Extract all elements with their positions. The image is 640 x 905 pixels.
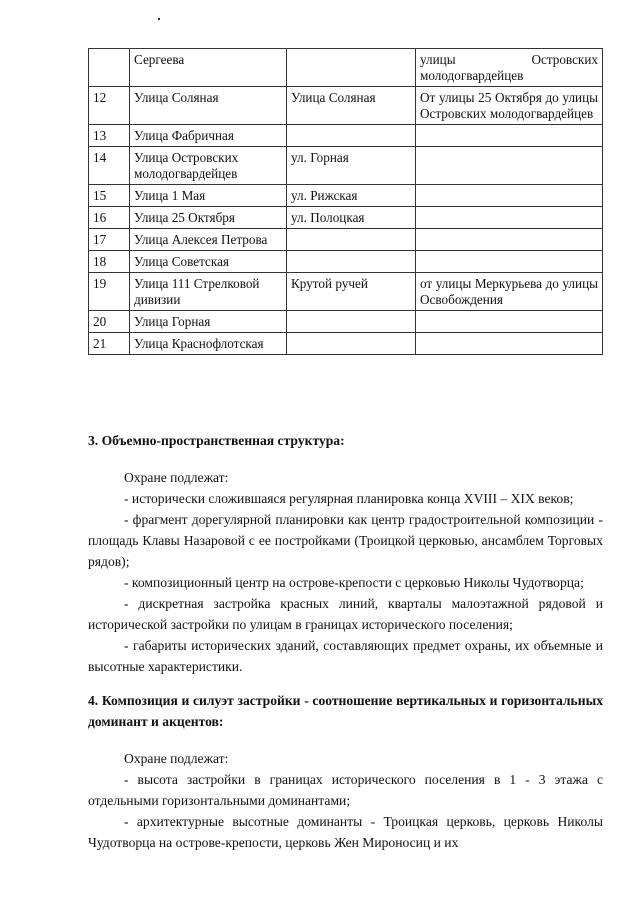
- streets-table: [88, 48, 603, 355]
- street-name-cell: Улица Фабричная: [130, 125, 287, 147]
- row-number-cell: [89, 49, 130, 87]
- section-3: [88, 430, 603, 677]
- boundary-cell: [416, 311, 603, 333]
- section-4-heading: 4. Композиция и силуэт застройки - соотношение вертикальных и горизонтальных доминант и акцентов:: [88, 693, 603, 729]
- row-number-cell: 18: [89, 251, 130, 273]
- table-row: [89, 273, 603, 311]
- street-name-cell: Улица 25 Октября: [130, 207, 287, 229]
- street-name-cell: Улица 111 Стрелковой дивизии: [130, 273, 287, 311]
- boundary-cell: [416, 333, 603, 355]
- section-3-item: - дискретная застройка красных линий, кварталы малоэтажной рядовой и исторической застройки по улицам в границах исторического поселения;: [88, 596, 603, 632]
- new-name-cell: Улица Соляная: [287, 87, 416, 125]
- new-name-cell: ул. Горная: [287, 147, 416, 185]
- row-number-cell: 16: [89, 207, 130, 229]
- row-number-cell: 19: [89, 273, 130, 311]
- boundary-cell: [416, 185, 603, 207]
- street-name-cell: Улица 1 Мая: [130, 185, 287, 207]
- table-row: [89, 87, 603, 125]
- section-3-intro: Охране подлежат:: [124, 470, 229, 485]
- section-3-item: - композиционный центр на острове-крепости с церковью Николы Чудотворца;: [124, 575, 584, 590]
- new-name-cell: ул. Полоцкая: [287, 207, 416, 229]
- new-name-cell: [287, 311, 416, 333]
- section-4-item: - высота застройки в границах исторического поселения в 1 - 3 этажа с отдельными горизонтальными доминантами;: [88, 772, 603, 808]
- street-name-cell: Улица Краснофлотская: [130, 333, 287, 355]
- table-row: [89, 147, 603, 185]
- boundary-cell: улицы Островских молодогвардейцев: [416, 49, 603, 87]
- new-name-cell: [287, 251, 416, 273]
- section-3-item: - габариты исторических зданий, составляющих предмет охраны, их объемные и высотные характеристики.: [88, 638, 603, 674]
- street-name-cell: Улица Советская: [130, 251, 287, 273]
- boundary-cell: [416, 147, 603, 185]
- new-name-cell: ул. Рижская: [287, 185, 416, 207]
- new-name-cell: [287, 125, 416, 147]
- section-3-heading: 3. Объемно-пространственная структура:: [88, 433, 345, 448]
- scan-speck: [158, 18, 160, 20]
- section-3-item: - исторически сложившаяся регулярная планировка конца XVIII – XIX веков;: [124, 491, 574, 506]
- boundary-cell: [416, 125, 603, 147]
- table-row: [89, 311, 603, 333]
- street-name-cell: Улица Алексея Петрова: [130, 229, 287, 251]
- boundary-cell: от улицы Меркурьева до улицы Освобождения: [416, 273, 603, 311]
- row-number-cell: 21: [89, 333, 130, 355]
- boundary-cell: От улицы 25 Октября до улицы Островских молодогвардейцев: [416, 87, 603, 125]
- table-row: [89, 125, 603, 147]
- boundary-cell: [416, 251, 603, 273]
- table-row: [89, 333, 603, 355]
- new-name-cell: [287, 229, 416, 251]
- new-name-cell: Крутой ручей: [287, 273, 416, 311]
- street-name-cell: Улица Горная: [130, 311, 287, 333]
- section-4: [88, 690, 603, 853]
- street-name-cell: Сергеева: [130, 49, 287, 87]
- row-number-cell: 13: [89, 125, 130, 147]
- table-row: [89, 207, 603, 229]
- streets-table-body: [89, 49, 603, 355]
- street-name-cell: Улица Соляная: [130, 87, 287, 125]
- street-name-cell: Улица Островских молодогвардейцев: [130, 147, 287, 185]
- row-number-cell: 12: [89, 87, 130, 125]
- new-name-cell: [287, 49, 416, 87]
- table-row: [89, 185, 603, 207]
- table-row: [89, 229, 603, 251]
- row-number-cell: 17: [89, 229, 130, 251]
- boundary-cell: [416, 207, 603, 229]
- table-row: [89, 49, 603, 87]
- section-4-item: - архитектурные высотные доминанты - Троицкая церковь, церковь Николы Чудотворца на острове-крепости, церковь Жен Мироносиц и их: [88, 814, 603, 850]
- section-4-intro: Охране подлежат:: [124, 751, 229, 766]
- row-number-cell: 14: [89, 147, 130, 185]
- new-name-cell: [287, 333, 416, 355]
- boundary-cell: [416, 229, 603, 251]
- section-3-item: - фрагмент дорегулярной планировки как центр градостроительной композиции - площадь Клавы Назаровой с ее постройками (Троицкой церковью, ансамблем Торговых рядов);: [88, 512, 603, 569]
- row-number-cell: 20: [89, 311, 130, 333]
- row-number-cell: 15: [89, 185, 130, 207]
- table-row: [89, 251, 603, 273]
